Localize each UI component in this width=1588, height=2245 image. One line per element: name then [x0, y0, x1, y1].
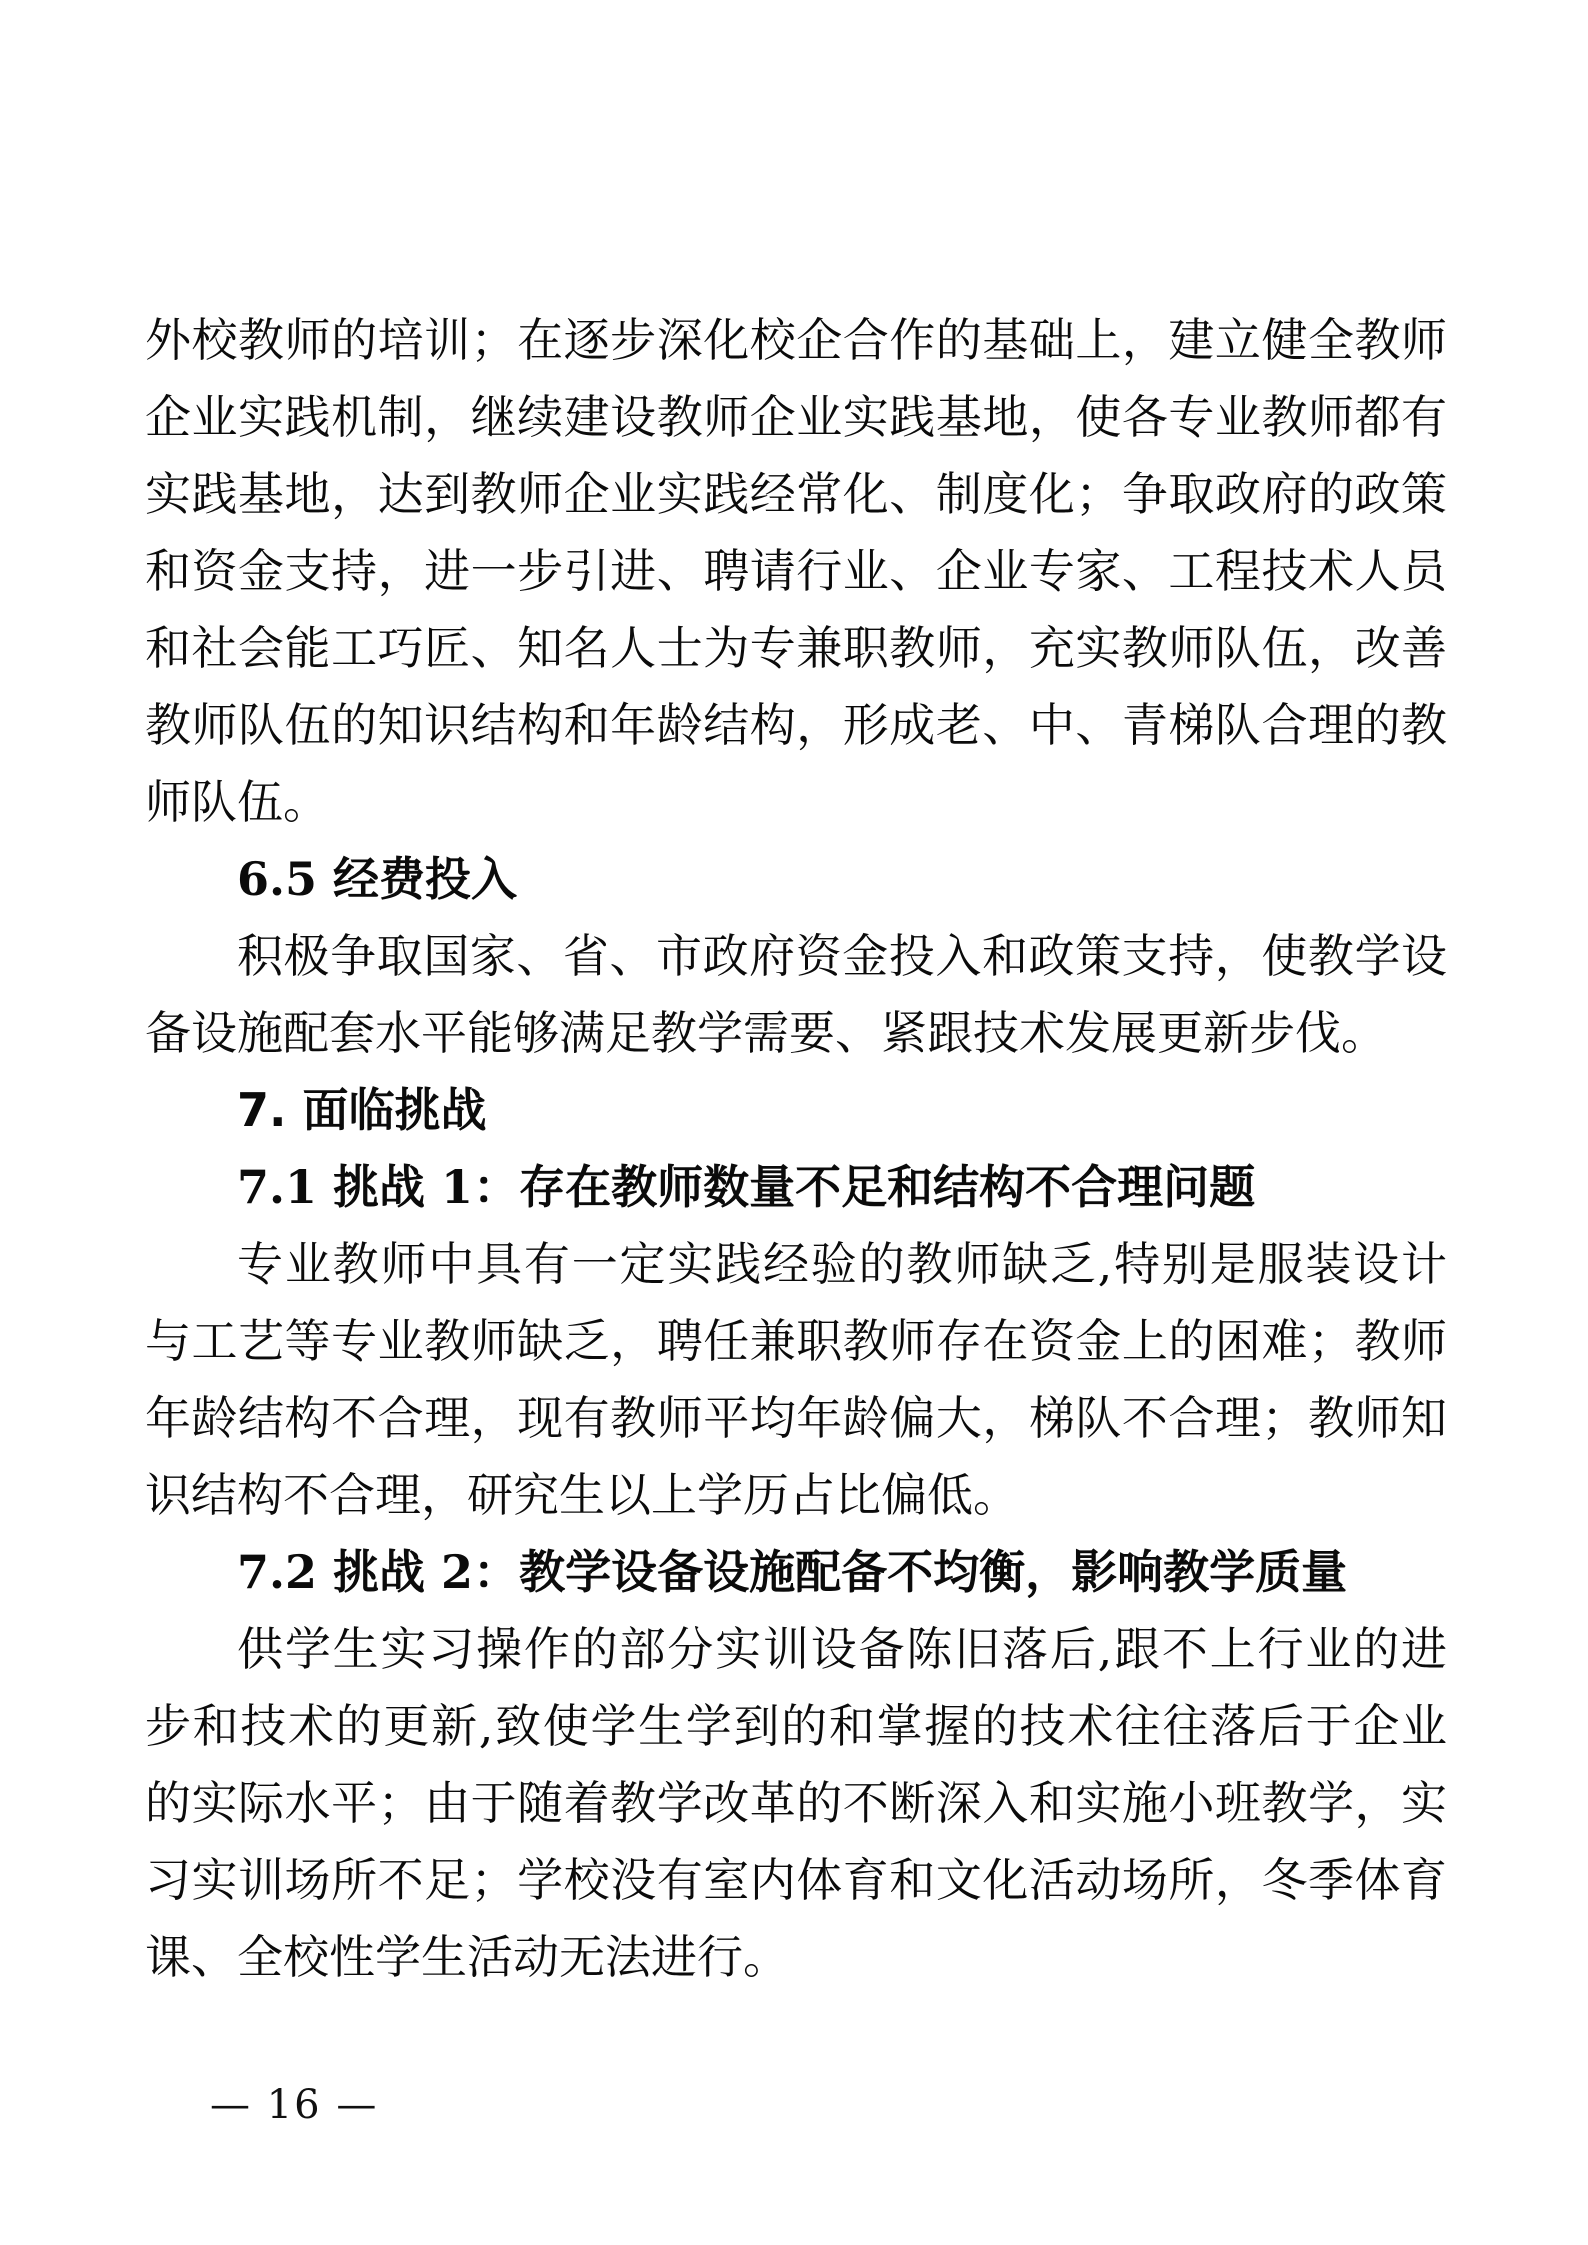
heading-7-2-challenge-2: 7.2 挑战 2：教学设备设施配备不均衡，影响教学质量 — [237, 1545, 1348, 1599]
body-text-line: 备设施配套水平能够满足教学需要、紧跟技术发展更新步伐。 — [145, 1006, 1387, 1060]
heading-7-1-challenge-1: 7.1 挑战 1：存在教师数量不足和结构不合理问题 — [237, 1160, 1256, 1214]
body-text-line: 和资金支持，进一步引进、聘请行业、企业专家、工程技术人员 — [145, 544, 1447, 598]
body-text-line: 习实训场所不足；学校没有室内体育和文化活动场所，冬季体育 — [145, 1853, 1447, 1907]
body-text-line: 步和技术的更新,致使学生学到的和掌握的技术往往落后于企业 — [145, 1699, 1447, 1753]
body-text-line: 的实际水平；由于随着教学改革的不断深入和实施小班教学，实 — [145, 1776, 1447, 1830]
body-text-line: 专业教师中具有一定实践经验的教师缺乏,特别是服装设计 — [237, 1237, 1447, 1291]
body-text-line: 师队伍。 — [145, 775, 329, 829]
body-text-line: 实践基地，达到教师企业实践经常化、制度化；争取政府的政策 — [145, 467, 1447, 521]
body-text-line: 企业实践机制，继续建设教师企业实践基地，使各专业教师都有 — [145, 390, 1447, 444]
body-text-line: 和社会能工巧匠、知名人士为专兼职教师，充实教师队伍，改善 — [145, 621, 1447, 675]
body-text-line: 供学生实习操作的部分实训设备陈旧落后,跟不上行业的进 — [237, 1622, 1447, 1676]
heading-7-challenges: 7. 面临挑战 — [237, 1083, 487, 1137]
body-text-line: 积极争取国家、省、市政府资金投入和政策支持，使教学设 — [237, 929, 1447, 983]
body-text-line: 课、全校性学生活动无法进行。 — [145, 1930, 789, 1984]
body-text-line: 教师队伍的知识结构和年龄结构，形成老、中、青梯队合理的教 — [145, 698, 1447, 752]
body-text-line: 识结构不合理，研究生以上学历占比偏低。 — [145, 1468, 1019, 1522]
heading-6-5-funding: 6.5 经费投入 — [237, 852, 518, 906]
body-text-line: 与工艺等专业教师缺乏，聘任兼职教师存在资金上的困难；教师 — [145, 1314, 1447, 1368]
body-text-line: 年龄结构不合理，现有教师平均年龄偏大，梯队不合理；教师知 — [145, 1391, 1447, 1445]
body-text-line: 外校教师的培训；在逐步深化校企合作的基础上，建立健全教师 — [145, 313, 1447, 367]
page-number: — 16 — — [210, 2082, 379, 2128]
document-text — [145, 302, 1447, 1996]
